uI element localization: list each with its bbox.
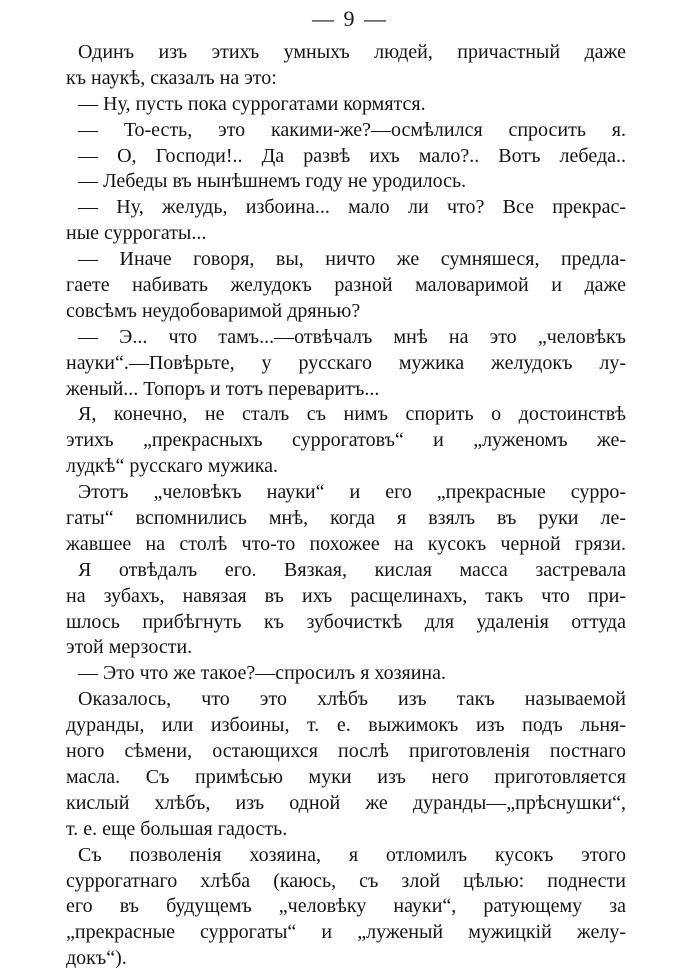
- text-line: суррогатнаго хлѣба (каюсь, съ злой цѣлью: поднести: [66, 869, 626, 892]
- text-line: Оказалось, что это хлѣбъ изъ такъ называемой: [78, 688, 626, 711]
- text-line: Я, конечно, не сталъ съ нимъ спорить о достоинствѣ: [78, 403, 626, 426]
- body-text: [66, 40, 626, 972]
- text-line: шлось прибѣгнуть къ зубочисткѣ для удаленія оттуда: [66, 610, 626, 633]
- text-line: женый... Топоръ и тотъ переваритъ...: [66, 377, 380, 400]
- text-line: — О, Господи!.. Да развѣ ихъ мало?.. Вотъ лебеда..: [78, 144, 626, 167]
- text-line: ного сѣмени, остающихся послѣ приготовленія постнаго: [66, 740, 626, 763]
- text-line: жавшее на столѣ что-то похожее на кусокъ черной грязи.: [66, 532, 626, 555]
- text-line: Одинъ изъ этихъ умныхъ людей, причастный даже: [78, 41, 626, 63]
- text-line: къ наукѣ, сказалъ на это:: [66, 66, 277, 89]
- text-line: Этотъ „человѣкъ науки“ и его „прекрасные сурро-: [78, 481, 626, 504]
- text-line: гаете набивать желудокъ разной маловаримой и даже: [66, 274, 626, 297]
- text-line: Съ позволенія хозяина, я отломилъ кусокъ этого: [78, 843, 626, 866]
- text-line: — Э... что тамъ...—отвѣчалъ мнѣ на это „человѣкъ: [78, 325, 626, 348]
- text-line: на зубахъ, навязая въ ихъ расщелинахъ, такъ что при-: [66, 584, 626, 607]
- text-line: Я отвѣдалъ его. Вязкая, кислая масса застревала: [78, 558, 626, 581]
- page-number: — 9 —: [312, 6, 388, 31]
- text-line: — Ну, пусть пока суррогатами кормятся.: [78, 92, 426, 115]
- text-line: — То-есть, это какими-же?—осмѣлился спросить я.: [78, 118, 626, 141]
- text-line: ные суррогаты...: [66, 222, 207, 245]
- text-line: — Это что же такое?—спросилъ я хозяина.: [78, 662, 447, 685]
- text-line: докъ“).: [66, 947, 127, 970]
- text-line: этихъ „прекрасныхъ суррогатовъ“ и „луженомъ же-: [66, 429, 626, 452]
- text-line: „прекрасные суррогаты“ и „луженый мужицкій желу-: [66, 921, 626, 944]
- text-line: кислый хлѣбъ, изъ одной же дуранды—„прѣснушки“,: [66, 791, 626, 814]
- text-line: — Лебеды въ нынѣшнемъ году не уродилось.: [78, 170, 467, 193]
- text-line: т. е. еще большая гадость.: [66, 817, 288, 840]
- text-line: дуранды, или избоины, т. е. выжимокъ изъ подъ льня-: [66, 714, 626, 737]
- text-line: масла. Съ примѣсью муки изъ него приготовляется: [66, 765, 626, 788]
- text-line: его въ будущемъ „человѣку науки“, ратующему за: [66, 895, 626, 918]
- text-line: совсѣмъ неудобоваримой дрянью?: [66, 299, 361, 322]
- text-line: гаты“ вспомнились мнѣ, когда я взялъ въ руки ле-: [66, 507, 626, 530]
- text-line: этой мерзости.: [66, 636, 193, 659]
- text-line: лудкѣ“ русскаго мужика.: [66, 455, 279, 478]
- text-line: науки“.—Повѣрьте, у русскаго мужика желудокъ лу-: [66, 351, 626, 374]
- text-line: — Иначе говоря, вы, ничто же сумняшеся, предла-: [78, 248, 626, 271]
- text-line: — Ну, желудь, избоина... мало ли что? Все прекрас-: [78, 196, 626, 219]
